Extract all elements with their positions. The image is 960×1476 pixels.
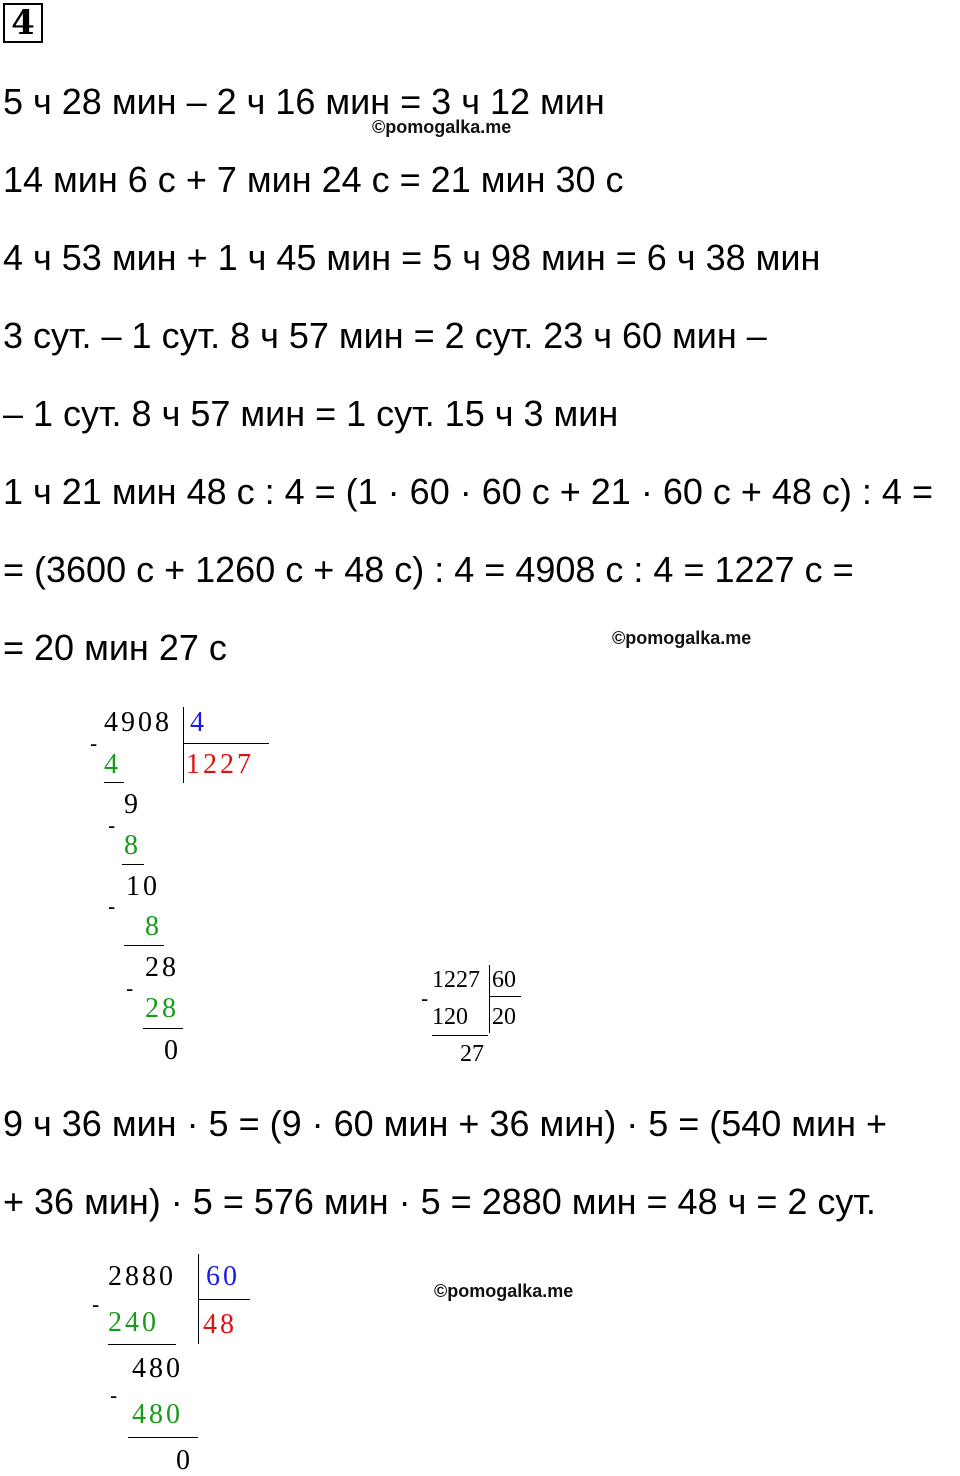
- final-remainder: 27: [460, 1041, 484, 1067]
- dividend: 4908: [104, 707, 172, 738]
- quotient: 48: [203, 1309, 237, 1340]
- equation-line-4: 3 сут. – 1 сут. 8 ч 57 мин = 2 сут. 23 ч 60 мин –: [3, 315, 767, 356]
- quotient-line: [489, 996, 521, 997]
- subtraction-line: [104, 782, 124, 783]
- subtrahend: 4: [104, 749, 121, 780]
- equation-line-7: = (3600 с + 1260 с + 48 с) : 4 = 4908 с : 4 = 1227 с =: [3, 549, 854, 590]
- subtrahend: 8: [124, 830, 141, 861]
- minus-sign: -: [108, 813, 116, 838]
- subtraction-line: [143, 1028, 183, 1029]
- quotient: 1227: [186, 749, 254, 780]
- division-bar: [489, 965, 490, 1033]
- subtrahend: 120: [432, 1004, 468, 1030]
- final-remainder: 0: [164, 1035, 181, 1066]
- watermark: ©pomogalka.me: [434, 1281, 574, 1301]
- division-bar: [183, 707, 184, 783]
- divisor: 60: [206, 1261, 240, 1292]
- remainder: 9: [124, 789, 141, 820]
- remainder: 480: [132, 1353, 183, 1384]
- dividend: 2880: [108, 1261, 176, 1292]
- watermark: ©pomogalka.me: [372, 117, 512, 137]
- watermark: ©pomogalka.me: [612, 628, 752, 648]
- minus-sign: -: [421, 986, 429, 1011]
- task-number-box: 4: [3, 3, 43, 43]
- divisor: 60: [492, 967, 516, 993]
- minus-sign: -: [92, 1292, 100, 1317]
- minus-sign: -: [110, 1383, 118, 1408]
- equation-line-3: 4 ч 53 мин + 1 ч 45 мин = 5 ч 98 мин = 6 ч 38 мин: [3, 237, 821, 278]
- equation-line-9: 9 ч 36 мин · 5 = (9 · 60 мин + 36 мин) · 5 = (540 мин +: [3, 1103, 888, 1144]
- divisor: 4: [190, 707, 207, 738]
- subtraction-line: [108, 1344, 176, 1345]
- remainder: 28: [145, 952, 179, 983]
- equation-line-5: – 1 сут. 8 ч 57 мин = 1 сут. 15 ч 3 мин: [3, 393, 619, 434]
- equation-line-1: 5 ч 28 мин – 2 ч 16 мин = 3 ч 12 мин: [3, 81, 605, 122]
- subtrahend: 8: [145, 911, 162, 942]
- subtrahend: 240: [108, 1307, 159, 1338]
- subtraction-line: [124, 945, 164, 946]
- minus-sign: -: [90, 731, 98, 756]
- quotient: 20: [492, 1004, 516, 1030]
- subtraction-line: [128, 1437, 198, 1438]
- subtraction-line: [122, 864, 144, 865]
- equation-line-10: + 36 мин) · 5 = 576 мин · 5 = 2880 мин = 48 ч = 2 сут.: [3, 1181, 876, 1222]
- minus-sign: -: [108, 894, 116, 919]
- quotient-line: [198, 1299, 250, 1300]
- dividend: 1227: [432, 967, 480, 993]
- subtrahend: 28: [145, 993, 179, 1024]
- quotient-line: [183, 743, 269, 744]
- minus-sign: -: [126, 976, 134, 1001]
- subtraction-line: [432, 1035, 488, 1036]
- equation-line-6: 1 ч 21 мин 48 с : 4 = (1 · 60 · 60 с + 21 · 60 с + 48 с) : 4 =: [3, 471, 933, 512]
- remainder: 10: [126, 871, 160, 902]
- equation-line-8: = 20 мин 27 с: [3, 627, 227, 668]
- subtrahend: 480: [132, 1399, 183, 1430]
- final-remainder: 0: [176, 1445, 193, 1476]
- equation-line-2: 14 мин 6 с + 7 мин 24 с = 21 мин 30 с: [3, 159, 624, 200]
